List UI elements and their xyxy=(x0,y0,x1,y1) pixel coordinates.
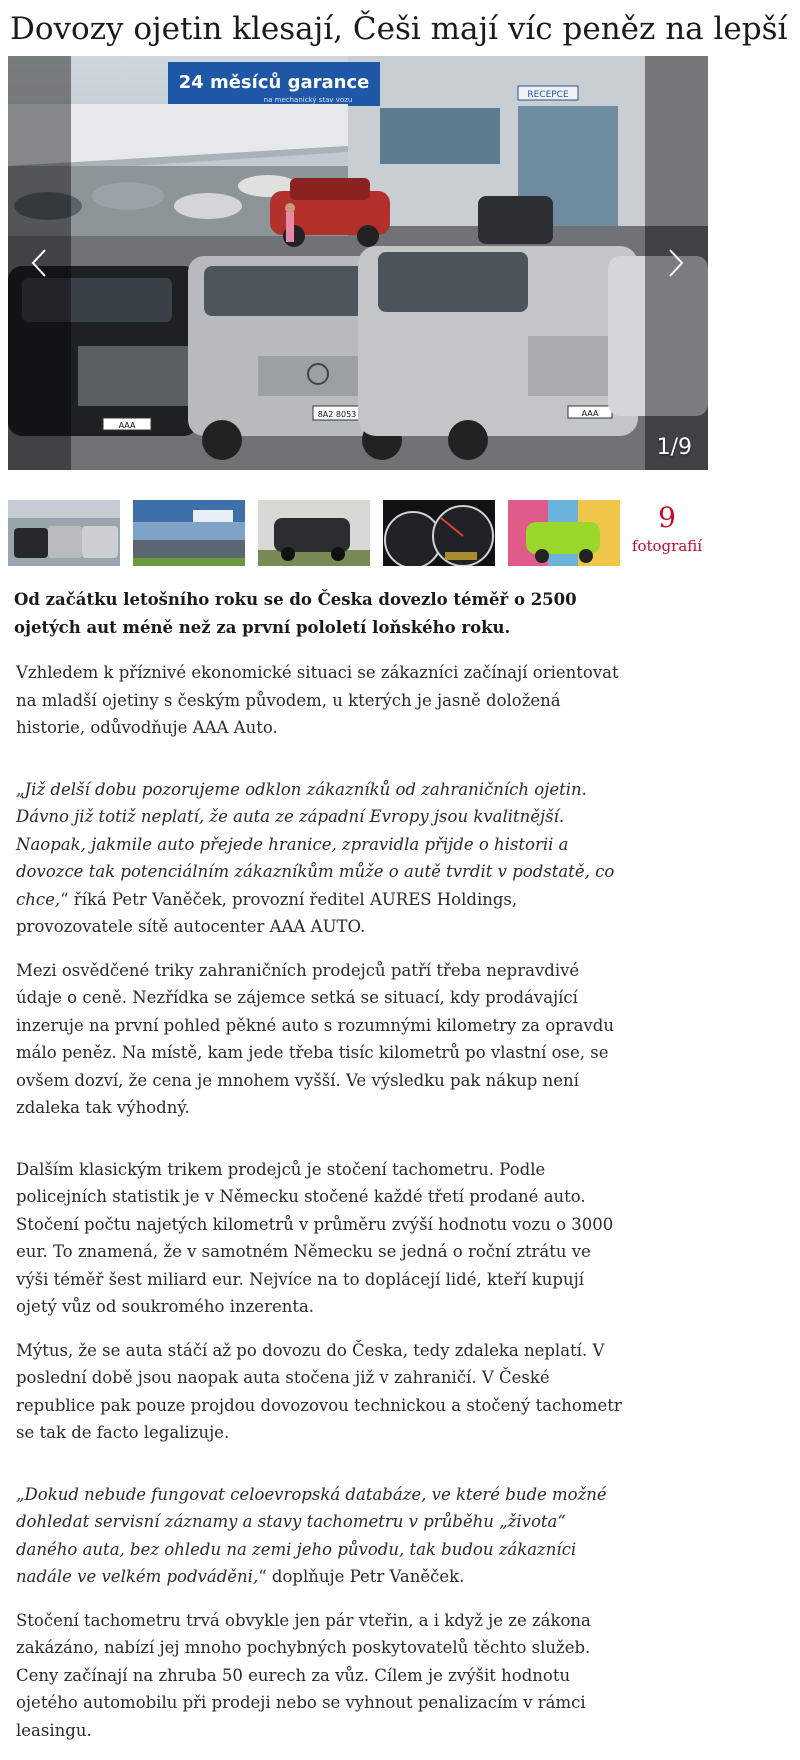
article-paragraph-3: Dalším klasickým trikem prodejců je stočení tachometru. Podle policejních statistik je v Německu stočené každé třetí prodané auto. Stočení počtu najetých kilometrů v průměru zvýší hodnotu vozu o 3000 eur. To znamená, že v samotném Německu se jedná o roční ztrátu ve výši téměř šest miliard eur. Nejvíce na to doplácejí lidé, kteří kupují ojetý vůz od soukromého inzerenta. xyxy=(16,1159,614,1316)
photo-count-number: 9 xyxy=(658,501,676,534)
garance-banner-subtext: na mechanický stav vozu xyxy=(263,96,353,104)
thumbnail-5-image xyxy=(508,500,620,566)
article-paragraph-4: Mýtus, že se auta stáčí až po dovozu do Česka, tedy zdaleka neplatí. V poslední době jsou naopak auta stočena již v zahraničí. V České republice pak pouze projdou dovozovou technickou a stočený tachometr se tak de facto legalizuje. xyxy=(16,1340,622,1442)
photo-count-label: fotografií xyxy=(631,537,703,555)
gallery-main-photo xyxy=(8,56,708,470)
article-body xyxy=(14,586,626,1760)
article-quote-1 xyxy=(16,776,626,941)
garance-banner: 24 měsíců garance xyxy=(178,72,370,93)
quote-2-attribution: “ doplňuje Petr Vaněček. xyxy=(258,1567,465,1586)
gallery-prev-button[interactable] xyxy=(8,56,71,470)
photo-gallery[interactable] xyxy=(8,56,708,470)
article-title: Dovozy ojetin klesají, Češi mají víc peněz na lepší xyxy=(10,11,788,47)
reception-sign: RECEPCE xyxy=(527,90,569,100)
thumbnail-1-image xyxy=(8,500,120,566)
chevron-left-icon xyxy=(30,248,48,278)
thumbnail-2-image xyxy=(133,500,245,566)
gallery-counter: 1/9 xyxy=(656,435,692,460)
chevron-right-icon xyxy=(667,248,685,278)
article-paragraph-5: Stočení tachometru trvá obvykle jen pár vteřin, a i když je ze zákona zakázáno, nabízí jej mnoho pochybných poskytovatelů těchto služeb. Ceny začínají na zhruba 50 eurech za vůz. Cílem je zvýšit hodnotu ojetého automobilu při prodeji nebo se vyhnout penalizacím v rámci leasingu. xyxy=(16,1610,591,1740)
quote-1-attribution: “ říká Petr Vaněček, provozní ředitel AURES Holdings, provozovatele sítě autocenter AAA AUTO. xyxy=(16,889,518,936)
plate-lincoln: AAA xyxy=(581,409,599,418)
quote-2-text: „Dokud nebude fungovat celoevropská databáze, ve které bude možné dohledat servisní záznamy a stavy tachometru v průběhu „života“ daného auta, bez ohledu na zemi jeho původu, tak budou zákazníci nadále ve velkém podváděni, xyxy=(16,1484,607,1586)
plate-black-suv: AAA xyxy=(118,421,136,430)
photo-count-link[interactable] xyxy=(626,500,708,566)
article-paragraph-2: Mezi osvědčené triky zahraničních prodejců patří třeba nepravdivé údaje o ceně. Nezřídka se zájemce setká se situací, kdy prodávající inzeruje na první pohled pěkné auto s rozumnými kilometry za opravdu málo peněz. Na místě, kam jede třeba tisíc kilometrů po vlastní ose, se ovšem dozví, že cena je mnohem vyšší. Ve výsledku pak nákup není zdaleka tak výhodný. xyxy=(16,960,614,1117)
thumbnail-4[interactable] xyxy=(383,500,495,566)
plate-mercedes: 8A2 8053 xyxy=(317,410,357,419)
article-paragraph-1: Vzhledem k příznivé ekonomické situaci se zákazníci začínají orientovat na mladší ojetiny s českým původem, u kterých je jasně doložená historie, odůvodňuje AAA Auto. xyxy=(16,663,619,737)
article-lead: Od začátku letošního roku se do Česka dovezlo téměř o 2500 ojetých aut méně než za první pololetí loňského roku. xyxy=(14,590,577,637)
thumbnail-4-image xyxy=(383,500,495,566)
thumbnail-5[interactable] xyxy=(508,500,620,566)
thumbnail-1[interactable] xyxy=(8,500,120,566)
article-quote-2 xyxy=(16,1481,626,1591)
quote-1-text: „Již delší dobu pozorujeme odklon zákazníků od zahraničních ojetin. Dávno již totiž neplatí, že auta ze západní Evropy jsou kvalitnější. Naopak, jakmile auto přejede hranice, zpravidla přijde o historii a dovozce tak potenciálním zákazníkům může o autě tvrdit v podstatě, co chce, xyxy=(16,779,615,909)
gallery-next-button[interactable] xyxy=(645,56,708,470)
thumbnail-3[interactable] xyxy=(258,500,370,566)
gallery-thumbnails xyxy=(8,500,708,566)
thumbnail-2[interactable] xyxy=(133,500,245,566)
thumbnail-3-image xyxy=(258,500,370,566)
